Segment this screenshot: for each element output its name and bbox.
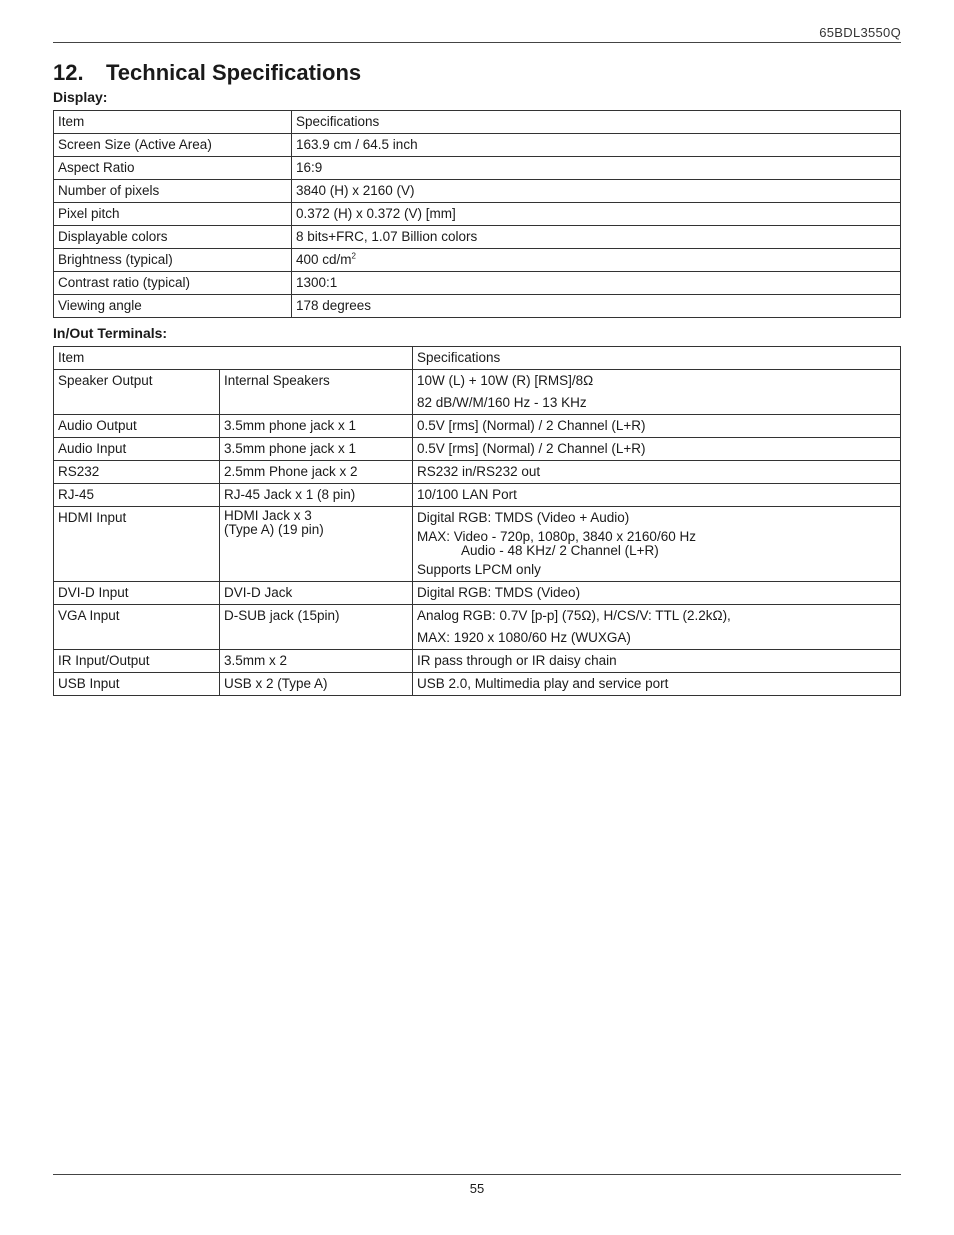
connector-cell: USB x 2 (Type A): [220, 673, 413, 696]
table-header-row: [54, 111, 901, 134]
item-cell: Aspect Ratio: [54, 157, 292, 180]
section-number: 12.: [53, 60, 84, 85]
spec-line: 82 dB/W/M/160 Hz - 13 KHz: [417, 395, 587, 410]
spec-cell: 0.5V [rms] (Normal) / 2 Channel (L+R): [413, 438, 901, 461]
spec-cell: USB 2.0, Multimedia play and service port: [413, 673, 901, 696]
table-row: [54, 673, 901, 696]
connector-cell: 3.5mm x 2: [220, 650, 413, 673]
connector-cell: D-SUB jack (15pin): [220, 605, 413, 650]
table-row: [54, 272, 901, 295]
spec-cell: 8 bits+FRC, 1.07 Billion colors: [292, 226, 901, 249]
spec-line: MAX: 1920 x 1080/60 Hz (WUXGA): [417, 630, 631, 645]
table-row: [54, 370, 901, 415]
spec-line: MAX: Video - 720p, 1080p, 3840 x 2160/60 Hz: [417, 529, 696, 544]
item-cell: Viewing angle: [54, 295, 292, 318]
connector-cell: Internal Speakers: [220, 370, 413, 415]
connector-cell: [220, 507, 413, 582]
superscript: 2: [351, 251, 356, 261]
spec-cell: 0.5V [rms] (Normal) / 2 Channel (L+R): [413, 415, 901, 438]
item-cell: Speaker Output: [54, 370, 220, 415]
table-row: [54, 605, 901, 650]
item-cell: HDMI Input: [54, 507, 220, 582]
header-spec: Specifications: [413, 347, 901, 370]
spec-cell: 3840 (H) x 2160 (V): [292, 180, 901, 203]
connector-line: (Type A) (19 pin): [224, 522, 324, 537]
item-cell: Brightness (typical): [54, 249, 292, 272]
spec-cell: 1300:1: [292, 272, 901, 295]
header-item: Item: [54, 111, 292, 134]
table-row: [54, 226, 901, 249]
table-row: [54, 134, 901, 157]
table-row: [54, 438, 901, 461]
table-row: [54, 484, 901, 507]
spec-cell: [413, 605, 901, 650]
item-cell: Number of pixels: [54, 180, 292, 203]
terminals-section-label: In/Out Terminals:: [53, 325, 168, 341]
item-cell: VGA Input: [54, 605, 220, 650]
terminals-spec-table: [53, 346, 901, 696]
display-section-label: Display:: [53, 89, 108, 105]
item-cell: Screen Size (Active Area): [54, 134, 292, 157]
table-row: [54, 507, 901, 582]
header-divider: [53, 42, 901, 43]
spec-cell: Digital RGB: TMDS (Video): [413, 582, 901, 605]
connector-cell: DVI-D Jack: [220, 582, 413, 605]
spec-cell: [413, 370, 901, 415]
spec-cell: IR pass through or IR daisy chain: [413, 650, 901, 673]
table-row: [54, 650, 901, 673]
item-cell: RJ-45: [54, 484, 220, 507]
item-cell: IR Input/Output: [54, 650, 220, 673]
header-spec: Specifications: [292, 111, 901, 134]
spec-line: Analog RGB: 0.7V [p-p] (75Ω), H/CS/V: TTL (2.2kΩ),: [417, 608, 731, 623]
brightness-value: 400 cd/m: [296, 252, 352, 267]
table-row: [54, 415, 901, 438]
connector-cell: 3.5mm phone jack x 1: [220, 438, 413, 461]
spec-cell: 16:9: [292, 157, 901, 180]
page-title: [53, 60, 361, 86]
item-cell: RS232: [54, 461, 220, 484]
table-row: [54, 295, 901, 318]
spec-cell: 0.372 (H) x 0.372 (V) [mm]: [292, 203, 901, 226]
connector-line: HDMI Jack x 3: [224, 508, 312, 523]
section-title: Technical Specifications: [106, 60, 362, 85]
model-number: 65BDL3550Q: [819, 25, 901, 40]
item-cell: Pixel pitch: [54, 203, 292, 226]
table-row: [54, 461, 901, 484]
spec-cell: 10/100 LAN Port: [413, 484, 901, 507]
table-header-row: [54, 347, 901, 370]
footer-divider: [53, 1174, 901, 1175]
item-cell: Audio Output: [54, 415, 220, 438]
header-item: Item: [54, 347, 413, 370]
spec-line: Digital RGB: TMDS (Video + Audio): [417, 510, 630, 525]
item-cell: Displayable colors: [54, 226, 292, 249]
item-cell: Audio Input: [54, 438, 220, 461]
connector-cell: RJ-45 Jack x 1 (8 pin): [220, 484, 413, 507]
spec-line: Supports LPCM only: [417, 562, 541, 577]
table-row: [54, 203, 901, 226]
spec-cell: [292, 249, 901, 272]
page-number: 55: [469, 1181, 485, 1196]
item-cell: DVI-D Input: [54, 582, 220, 605]
spec-line: Audio - 48 KHz/ 2 Channel (L+R): [461, 543, 659, 558]
table-row: [54, 582, 901, 605]
connector-cell: 3.5mm phone jack x 1: [220, 415, 413, 438]
spec-cell: 178 degrees: [292, 295, 901, 318]
spec-cell: RS232 in/RS232 out: [413, 461, 901, 484]
display-spec-table: [53, 110, 901, 318]
table-row: [54, 157, 901, 180]
item-cell: USB Input: [54, 673, 220, 696]
connector-cell: 2.5mm Phone jack x 2: [220, 461, 413, 484]
table-row: [54, 249, 901, 272]
table-row: [54, 180, 901, 203]
spec-line: 10W (L) + 10W (R) [RMS]/8Ω: [417, 373, 594, 388]
spec-cell: [413, 507, 901, 582]
spec-cell: 163.9 cm / 64.5 inch: [292, 134, 901, 157]
item-cell: Contrast ratio (typical): [54, 272, 292, 295]
